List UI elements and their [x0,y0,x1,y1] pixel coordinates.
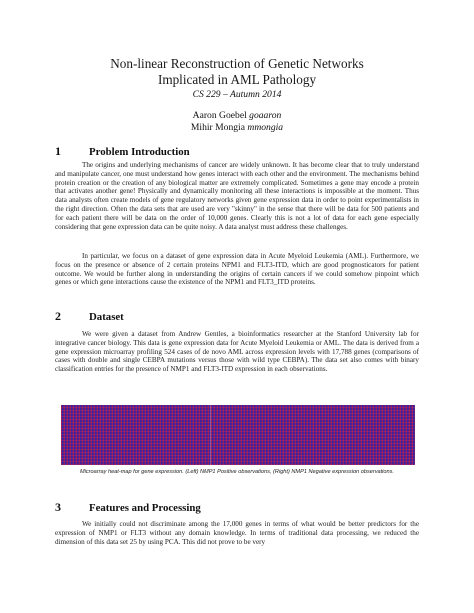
section-number: 3 [55,500,61,514]
course-line: CS 229 – Autumn 2014 [192,89,282,100]
section-number: 2 [55,309,61,323]
section-heading-1 [55,144,190,159]
paper-title-line1: Non-linear Reconstruction of Genetic Networks [110,56,364,71]
author-2-name: Mihir Mongia [190,122,245,133]
author-2 [0,122,474,133]
section-3-paragraph-1: We initially could not discriminate among the 17,000 genes in terms of what would be better predictors for the expression of NMP1 or FLT3 without any domain knowledge. In terms of traditional data processing, we reduced the dimension of this data set 25 by using PCA. This did not prove to be very [55,520,419,546]
section-title: Features and Processing [89,502,201,514]
section-heading-2 [55,309,124,324]
author-1-name: Aaron Goebel [192,110,247,121]
author-1 [0,110,474,121]
author-2-handle: mmongia [247,122,284,133]
microarray-heatmap-figure [61,405,415,465]
section-1-paragraph-2: In particular, we focus on a dataset of gene expression data in Acute Myeloid Leukemia (AML). Furthermore, we focus on the presence or absence of 2 certain proteins NPM1 and FLT3-ITD, which are good prognosticators for patient outcome. We would be further along in understanding the origins of certain cancers if we could somehow pinpoint which genes or which gene interactions cause the existence of the NPM1 and FLT3_ITD proteins. [55,252,419,287]
section-title: Dataset [89,311,124,323]
section-1-paragraph-1: The origins and underlying mechanisms of cancer are widely unknown. It has become clear that to truly understand and manipulate cancer, one must understand how genes interact with each other and the environment. The mechanisms behind protein creation or the creation of any biological matter are extremely complicated. Sometimes a gene may encode a protein that activates another gene! Physically and dynamically monitoring all these interactions is impossible at the moment. Thus data analysts often create models of gene regulatory networks given gene expression data in order to point experimentalists in the right direction. Often the data sets that are used are very "skinny" in the sense that there will be data for 500 patients and for each patient there will be data on the order of 10,000 genes. Clearly this is not a lot of data for each gene especially considering that gene expression data can be quite noisy. A data analyst must address these challenges. [55,161,419,231]
section-number: 1 [55,144,61,158]
heatmap-group-divider [210,405,211,465]
figure-caption: Microarray heat-map for gene expression. (Left) NMP1 Positive observations, (Right) NMP1 Negative expression observations. [79,469,394,475]
section-2-paragraph-1: We were given a dataset from Andrew Gentles, a bioinformatics researcher at the Stanford University lab for integrative cancer biology. This data is gene expression data for Acute Myeloid Leukemia or AML. The data is derived from a gene expression microarray profiling 524 cases of de novo AML across expression levels with 17,788 genes (comparisons of cases with double and single CEBPA mutations versus those with wild type CEBPA). The data set also comes with binary classification entries for the presence of NMP1 and FLT3-ITD expression in each observations. [55,330,419,374]
paper-title-line2: Implicated in AML Pathology [157,72,317,87]
section-heading-3 [55,500,201,515]
section-title: Problem Introduction [89,146,190,158]
author-1-handle: goaaron [249,110,282,121]
